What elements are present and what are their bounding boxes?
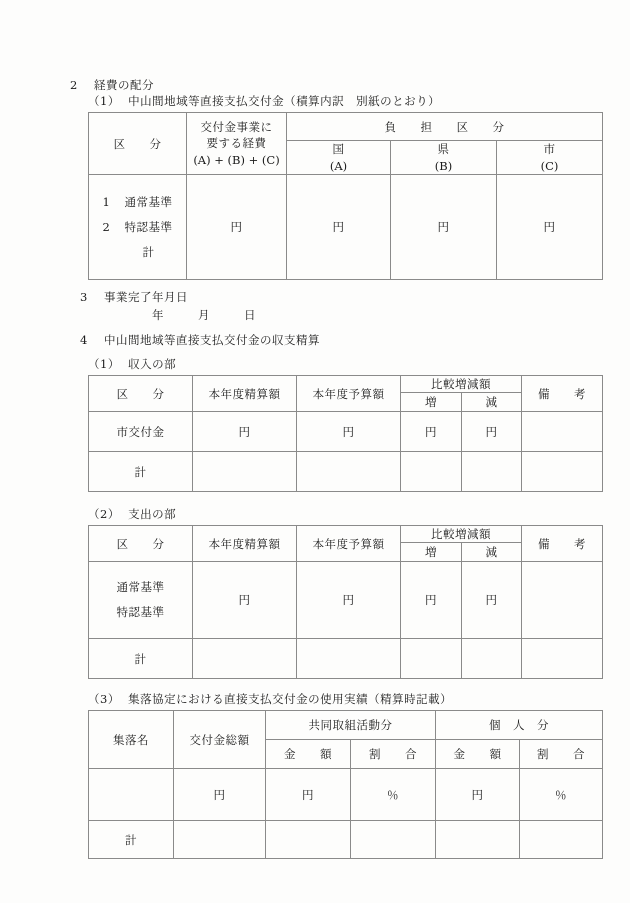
income-header-row-1	[89, 376, 603, 393]
expenditure-cell-budget[interactable]: 円	[297, 562, 401, 639]
income-th-budget: 本年度予算額	[297, 376, 401, 412]
date-year-label: 年	[152, 308, 164, 322]
expenditure-th-budget: 本年度予算額	[297, 526, 401, 562]
expenditure-total-row	[89, 639, 603, 679]
village-cell-name[interactable]	[89, 769, 174, 821]
allocation-cell-prefecture[interactable]: 円	[391, 175, 497, 280]
income-row-label: 市交付金	[89, 412, 193, 452]
expenditure-total-budget[interactable]	[297, 639, 401, 679]
village-th-joint-ratio: 割 合	[351, 740, 436, 769]
village-th-joint-group: 共同取組活動分	[266, 711, 436, 740]
income-total-budget[interactable]	[297, 452, 401, 492]
allocation-th-prefecture-name: 県	[437, 142, 450, 156]
allocation-th-city-name: 市	[543, 142, 556, 156]
income-total-row	[89, 452, 603, 492]
allocation-row-total-label: 計	[142, 244, 155, 259]
village-total-individual-ratio[interactable]	[520, 821, 603, 859]
allocation-th-expense	[187, 113, 287, 175]
section-4-1-number: （1）	[88, 357, 120, 371]
village-th-joint-amount: 金 額	[266, 740, 351, 769]
expenditure-th-kubun: 区 分	[89, 526, 193, 562]
expenditure-body-row	[89, 562, 603, 639]
income-th-remarks: 備 考	[522, 376, 603, 412]
section-2-1-number: （1）	[88, 94, 120, 108]
allocation-th-prefecture-code: (B)	[434, 158, 453, 173]
section-2-heading	[70, 78, 154, 92]
section-2-1-heading	[88, 94, 440, 108]
allocation-th-city-code: (C)	[540, 158, 559, 173]
section-2-1-title: 中山間地域等直接支払交付金（積算内訳 別紙のとおり）	[128, 94, 441, 108]
income-total-decrease[interactable]	[462, 452, 522, 492]
village-cell-joint-amount[interactable]: 円	[266, 769, 351, 821]
section-2-title: 経費の配分	[94, 78, 154, 92]
expenditure-total-increase[interactable]	[401, 639, 462, 679]
expenditure-th-increase: 増	[401, 543, 462, 562]
income-cell-remarks[interactable]	[522, 412, 603, 452]
expenditure-cell-settlement[interactable]: 円	[193, 562, 297, 639]
allocation-th-city	[497, 141, 603, 175]
allocation-row-normal	[89, 190, 186, 215]
expenditure-row-special: 特認基準	[116, 605, 165, 619]
village-th-name: 集落名	[89, 711, 174, 769]
section-4-1-title: 収入の部	[128, 357, 177, 371]
income-th-decrease: 減	[462, 393, 522, 412]
village-body-row	[89, 769, 603, 821]
expenditure-table	[88, 525, 603, 679]
expenditure-total-decrease[interactable]	[462, 639, 522, 679]
village-total-row	[89, 821, 603, 859]
section-3-number: 3	[80, 290, 88, 304]
allocation-th-kubun: 区 分	[89, 113, 187, 175]
section-4-2-title: 支出の部	[128, 507, 177, 521]
income-cell-settlement[interactable]: 円	[193, 412, 297, 452]
income-th-kubun: 区 分	[89, 376, 193, 412]
income-table	[88, 375, 603, 492]
allocation-table	[88, 112, 603, 280]
income-total-label: 計	[89, 452, 193, 492]
section-3-heading	[80, 290, 188, 304]
income-total-settlement[interactable]	[193, 452, 297, 492]
section-4-heading	[80, 333, 320, 347]
village-cell-individual-amount[interactable]: 円	[436, 769, 520, 821]
village-th-total-grant: 交付金総額	[174, 711, 266, 769]
expenditure-th-remarks: 備 考	[522, 526, 603, 562]
village-total-grant[interactable]	[174, 821, 266, 859]
section-4-number: 4	[80, 333, 88, 347]
expenditure-total-settlement[interactable]	[193, 639, 297, 679]
allocation-th-expense-line3: (A) + (B) + (C)	[193, 153, 280, 167]
allocation-cell-city[interactable]: 円	[497, 175, 603, 280]
village-total-joint-amount[interactable]	[266, 821, 351, 859]
expenditure-cell-remarks[interactable]	[522, 562, 603, 639]
village-total-joint-ratio[interactable]	[351, 821, 436, 859]
village-cell-joint-ratio[interactable]: ％	[351, 769, 436, 821]
income-cell-increase[interactable]: 円	[401, 412, 462, 452]
village-total-individual-amount[interactable]	[436, 821, 520, 859]
allocation-header-row-1	[89, 113, 603, 141]
village-usage-table	[88, 710, 603, 859]
allocation-row-normal-no: 1	[102, 195, 111, 210]
expenditure-header-row-1	[89, 526, 603, 543]
allocation-th-country	[287, 141, 391, 175]
section-4-3-heading	[88, 692, 452, 706]
allocation-row-normal-label: 通常基準	[124, 195, 173, 210]
expenditure-cell-decrease[interactable]: 円	[462, 562, 522, 639]
expenditure-total-remarks[interactable]	[522, 639, 603, 679]
allocation-th-country-code: (A)	[329, 158, 348, 173]
income-cell-decrease[interactable]: 円	[462, 412, 522, 452]
expenditure-th-settlement: 本年度精算額	[193, 526, 297, 562]
allocation-cell-expense[interactable]: 円	[187, 175, 287, 280]
allocation-th-prefecture	[391, 141, 497, 175]
allocation-th-burden-group: 負 担 区 分	[287, 113, 603, 141]
village-th-individual-amount: 金 額	[436, 740, 520, 769]
income-th-increase: 増	[401, 393, 462, 412]
section-4-2-number: （2）	[88, 507, 120, 521]
expenditure-th-decrease: 減	[462, 543, 522, 562]
section-4-3-number: （3）	[88, 692, 120, 706]
village-cell-total-grant[interactable]: 円	[174, 769, 266, 821]
section-4-2-heading	[88, 507, 176, 521]
allocation-row-special	[89, 215, 186, 240]
income-body-row	[89, 412, 603, 452]
village-cell-individual-ratio[interactable]: ％	[520, 769, 603, 821]
income-total-increase[interactable]	[401, 452, 462, 492]
allocation-body-row	[89, 175, 603, 280]
allocation-row-special-label: 特認基準	[124, 219, 173, 234]
expenditure-row-labels	[89, 562, 193, 639]
expenditure-total-label: 計	[89, 639, 193, 679]
allocation-row-total	[89, 240, 186, 265]
completion-date-line[interactable]	[152, 307, 256, 323]
expenditure-cell-increase[interactable]: 円	[401, 562, 462, 639]
village-total-label: 計	[89, 821, 174, 859]
date-day-label: 日	[244, 308, 256, 322]
expenditure-row-normal: 通常基準	[116, 580, 165, 595]
section-4-title: 中山間地域等直接支払交付金の収支精算	[104, 333, 320, 347]
income-th-settlement: 本年度精算額	[193, 376, 297, 412]
date-month-label: 月	[198, 308, 210, 322]
village-th-individual-ratio: 割 合	[520, 740, 603, 769]
expenditure-th-comparison: 比較増減額	[401, 526, 522, 543]
allocation-row-special-no: 2	[102, 219, 111, 234]
allocation-th-expense-line1: 交付金事業に	[200, 119, 273, 134]
section-3-title: 事業完了年月日	[104, 290, 188, 304]
income-th-comparison: 比較増減額	[401, 376, 522, 393]
village-header-row-1	[89, 711, 603, 740]
allocation-cell-country[interactable]: 円	[287, 175, 391, 280]
income-total-remarks[interactable]	[522, 452, 603, 492]
section-4-1-heading	[88, 357, 176, 371]
section-4-3-title: 集落協定における直接支払交付金の使用実績（精算時記載）	[128, 692, 453, 706]
village-th-individual-group: 個 人 分	[436, 711, 603, 740]
allocation-th-expense-line2: 要する経費	[206, 136, 267, 151]
allocation-th-country-name: 国	[332, 142, 345, 156]
allocation-row-labels	[89, 175, 187, 280]
section-2-number: 2	[70, 78, 78, 92]
income-cell-budget[interactable]: 円	[297, 412, 401, 452]
